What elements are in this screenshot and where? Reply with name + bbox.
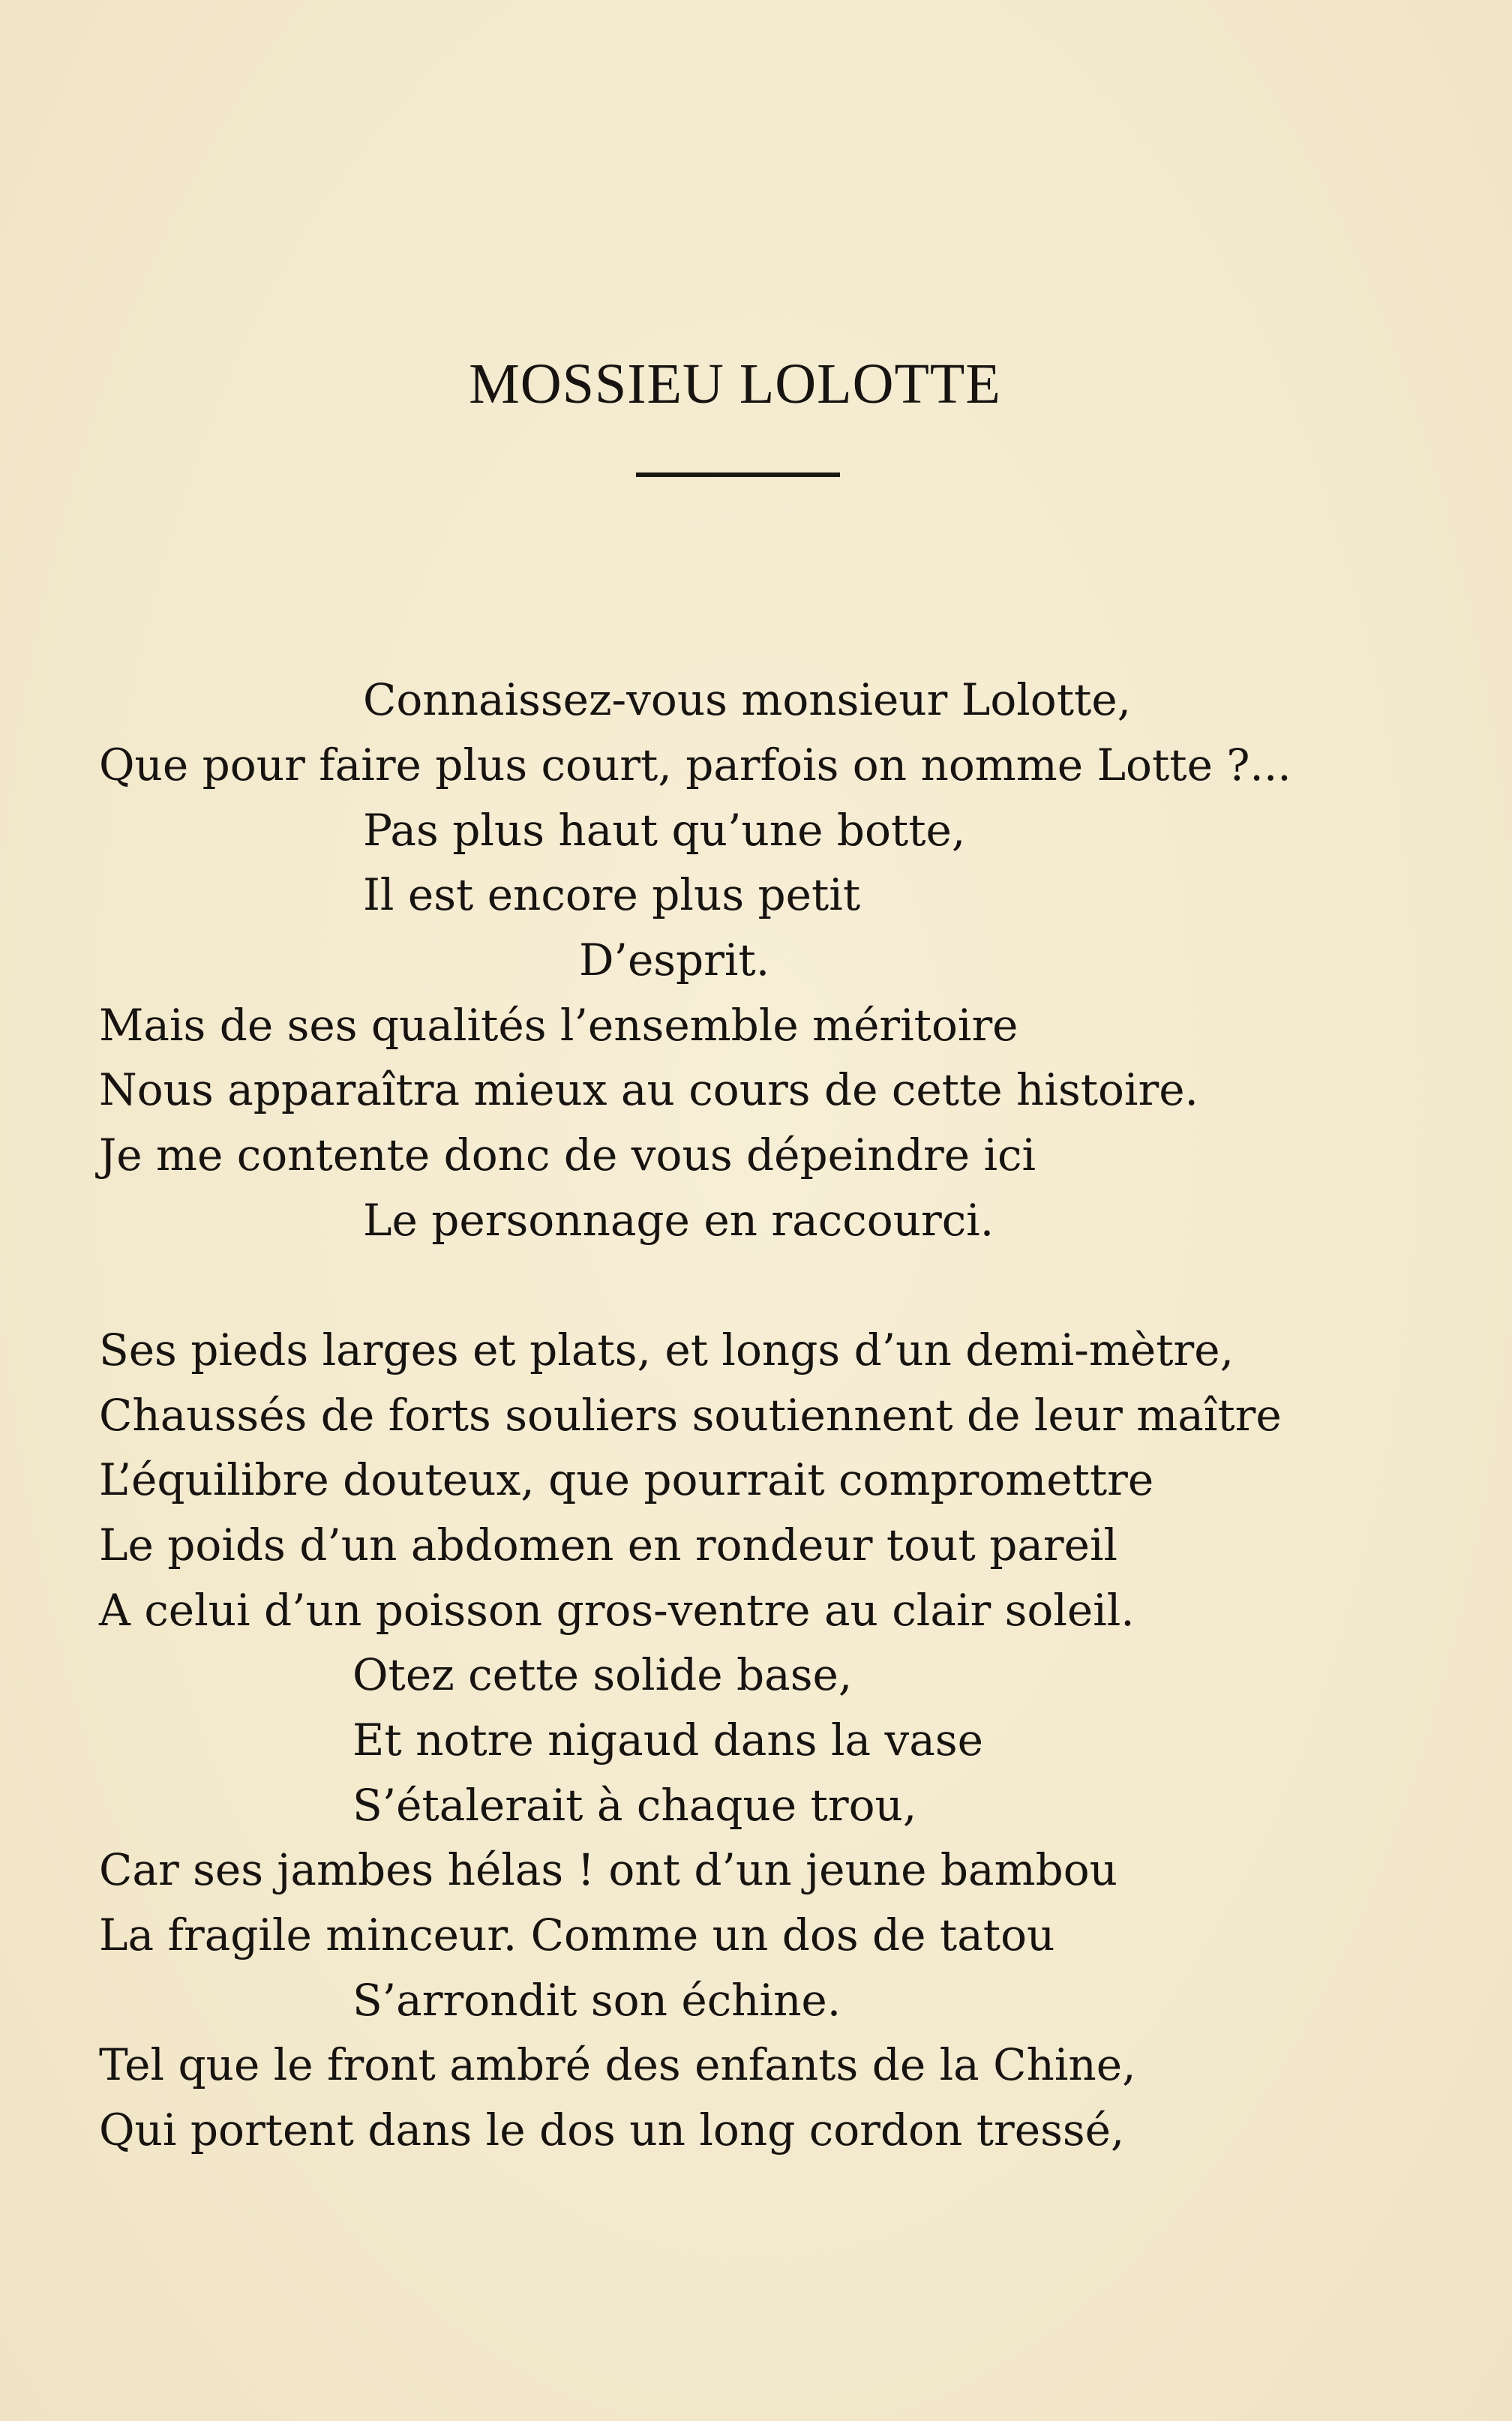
poem-line: Connaissez-vous monsieur Lolotte, (363, 674, 1132, 725)
poem-line: Chaussés de forts souliers soutiennent de leur maître (99, 1390, 1282, 1441)
poem-line: Tel que le front ambré des enfants de la Chine, (99, 2039, 1136, 2090)
poem-line: Nous apparaîtra mieux au cours de cette histoire. (99, 1064, 1198, 1115)
page-title: MOSSIEU LOLOTTE (469, 352, 1001, 416)
poem-line: L’équilibre douteux, que pourrait compromettre (99, 1454, 1154, 1505)
poem-line: Pas plus haut qu’une botte, (363, 805, 966, 856)
poem-line: La fragile minceur. Comme un dos de tatou (99, 1910, 1055, 1960)
poem-line: S’arrondit son échine. (352, 1975, 842, 2026)
poem-line: A celui d’un poisson gros-ventre au clair soleil. (99, 1585, 1135, 1636)
poem-line: Otez cette solide base, (352, 1649, 853, 1700)
poem-line: Et notre nigaud dans la vase (352, 1714, 983, 1766)
poem-line: Mais de ses qualités l’ensemble méritoire (99, 1000, 1018, 1051)
poem-line: Que pour faire plus court, parfois on nomme Lotte ?... (99, 740, 1292, 790)
poem-line: Ses pieds larges et plats, et longs d’un demi-mètre, (99, 1324, 1234, 1376)
poem-line: D’esprit. (579, 934, 770, 986)
poem-line: Car ses jambes hélas ! ont d’un jeune bambou (99, 1844, 1118, 1895)
poem-line: Qui portent dans le dos un long cordon tressé, (99, 2104, 1125, 2156)
poem-line: S’étalerait à chaque trou, (352, 1780, 917, 1831)
poem-line: Je me contente donc de vous dépeindre ici (99, 1130, 1036, 1180)
poem-line: Le poids d’un abdomen en rondeur tout pareil (99, 1520, 1118, 1570)
poem-line: Il est encore plus petit (363, 869, 861, 920)
poem-line: Le personnage en raccourci. (363, 1195, 994, 1246)
